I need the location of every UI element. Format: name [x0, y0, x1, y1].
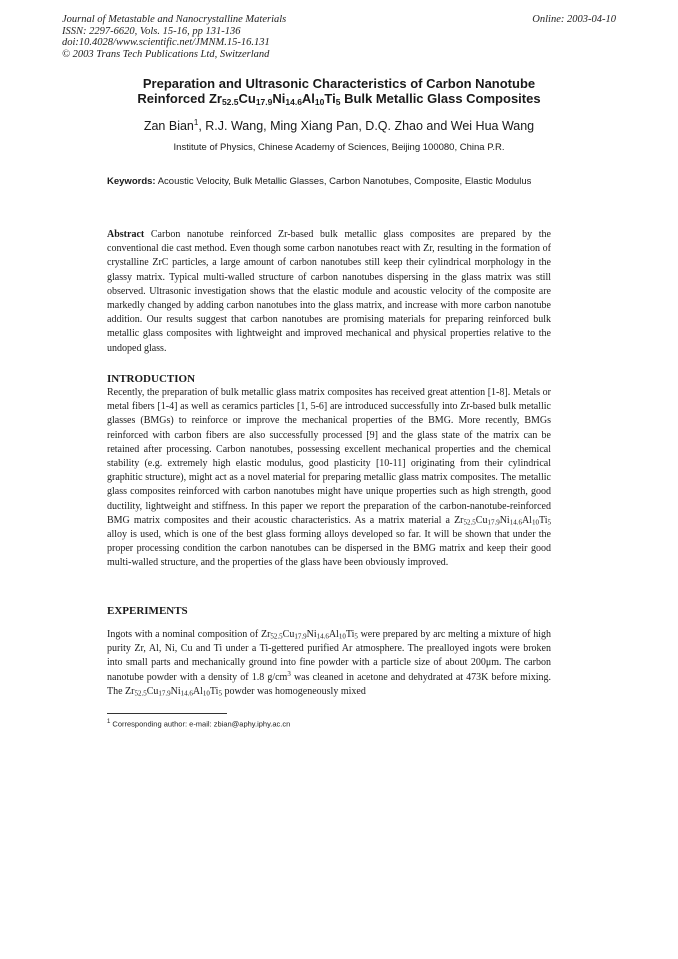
- exp-formula-2: [125, 686, 222, 697]
- formula-subscript: 5: [354, 632, 358, 641]
- journal-name: Journal of Metastable and Nanocrystalline Materials: [62, 14, 287, 25]
- formula-element: Zr: [208, 91, 222, 106]
- exp-formula-1: [261, 629, 358, 640]
- formula-subscript: 14.6: [316, 632, 329, 641]
- formula-subscript: 10: [531, 518, 539, 527]
- formula-element: Zr: [454, 514, 464, 526]
- formula-element: Ti: [209, 685, 219, 697]
- formula-element: Al: [328, 629, 339, 640]
- formula-subscript: 17.9: [158, 689, 171, 698]
- formula-subscript: 17.9: [255, 97, 273, 107]
- title-prefix: Reinforced: [137, 91, 209, 106]
- intro-text-1: Recently, the preparation of bulk metallic glass matrix composites has received great attention [1-8]. Metals or metal fibers [1-4] as well as ceramics particles [1, 5-6] are introduced successfully into Zr-based bulk metallic glasses (BMGs) to reinforce or improve the mechanical properties of the BMG. More recently, BMGs reinforced with carbon fibers are also successfully processed [9] and the glass state of the matrix can be retained after processing. Carbon nanotubes, possessing excellent mechanical properties and the chemical stability (e.g. extremely high elastic modulus, good plasticity [10-11] originating from their cylindrical graphitic structure), might act as a novel material for preparing metallic glass matrix composites. The metallic glass composites reinforced with carbon nanotubes might have unique properties such as high strength, good ductility, lightweight and stiffness. In this paper we report the preparation of the carbon-nanotube-reinforced BMG matrix composites and their acoustic characteristics. As a matrix material a: [107, 387, 551, 526]
- keywords-label: Keywords:: [107, 176, 156, 187]
- formula-element: Ni: [272, 91, 286, 106]
- title-suffix: Bulk Metallic Glass Composites: [340, 91, 541, 106]
- exp-text-3: was cleaned in acetone and dehydrated at 473K before mixing. The: [107, 671, 551, 697]
- formula-subscript: 17.9: [487, 518, 500, 527]
- title-formula: [209, 91, 341, 106]
- abstract-label: Abstract: [107, 229, 145, 240]
- formula-subscript: 5: [335, 97, 341, 107]
- formula-subscript: 17.9: [294, 632, 307, 641]
- experiments-body: [107, 628, 551, 699]
- intro-text-2: alloy is used, which is one of the best glass forming alloys developed so far. It will be shown that under the proper processing condition the carbon nanotubes can be dispersed in the BMG matrix and keep their good multi-walled structure, and the properties of the glass have been obviously improved.: [107, 529, 551, 569]
- formula-element: Zr: [260, 629, 271, 640]
- formula-subscript: 5: [218, 689, 222, 698]
- issn-line: ISSN: 2297-6620, Vols. 15-16, pp 131-136: [62, 25, 241, 37]
- formula-element: Cu: [146, 685, 159, 697]
- formula-element: Al: [521, 514, 532, 526]
- formula-element: Zr: [125, 685, 135, 697]
- journal-header: [62, 14, 286, 60]
- author-footnote-mark: 1: [193, 118, 199, 127]
- formula-subscript: 14.6: [509, 518, 522, 527]
- footnote-divider: [107, 713, 227, 714]
- author-list: [60, 118, 618, 133]
- formula-element: Ti: [324, 91, 336, 106]
- formula-element: Cu: [282, 629, 295, 640]
- keywords: [107, 176, 537, 188]
- formula-subscript: 5: [547, 518, 551, 527]
- footnote-text: Corresponding author: e-mail: zbian@aphy.iphy.ac.cn: [110, 719, 291, 729]
- formula-subscript: 14.6: [180, 689, 193, 698]
- formula-element: Ti: [538, 514, 548, 526]
- title-line-1: Preparation and Ultrasonic Characteristics of Carbon Nanotube: [142, 76, 536, 91]
- formula-element: Al: [301, 91, 315, 106]
- formula-subscript: 10: [202, 689, 210, 698]
- formula-subscript: 52.5: [270, 632, 283, 641]
- formula-subscript: 52.5: [134, 689, 147, 698]
- formula-subscript: 10: [338, 632, 346, 641]
- formula-element: Cu: [475, 514, 488, 526]
- affiliation: Institute of Physics, Chinese Academy of Sciences, Beijing 100080, China P.R.: [173, 142, 505, 153]
- exp-text-4: powder was homogeneously mixed: [221, 685, 366, 697]
- experiments-heading: EXPERIMENTS: [107, 605, 188, 617]
- formula-element: Ni: [306, 629, 317, 640]
- footnote: [107, 719, 290, 729]
- first-author: Zan Bian: [143, 119, 194, 134]
- exp-text-1: Ingots with a nominal composition of: [107, 629, 261, 640]
- title-line-2: [60, 91, 618, 106]
- formula-subscript: 52.5: [221, 97, 239, 107]
- formula-element: Ti: [345, 629, 355, 640]
- formula-element: Cu: [238, 91, 256, 106]
- formula-subscript: 52.5: [463, 518, 476, 527]
- exp-text-2: were prepared by arc melting a mixture of high purity Zr, Al, Ni, Cu and Ti under a Ti-gettered purified Ar atmosphere. The prealloyed ingots were broken into small parts and mechanically ground into fine powder with a particle size of about 200μm. The carbon nanotube powder with a density of 1.8 g/cm: [107, 629, 551, 683]
- formula-element: Ni: [170, 685, 181, 697]
- abstract: [107, 228, 551, 356]
- keywords-text: Acoustic Velocity, Bulk Metallic Glasses, Carbon Nanotubes, Composite, Elastic Modulus: [155, 176, 532, 187]
- intro-formula: [454, 515, 551, 526]
- abstract-text: Carbon nanotube reinforced Zr-based bulk metallic glass composites are prepared by the conventional die cast method. Even though some carbon nanotubes react with Zr, resulting in the formation of crystalline ZrC particles, a large amount of carbon nanotubes still keep their cylindrical morphology in the glassy matrix. Typical multi-walled structure of carbon nanotubes dispersing in the glass matrix was still observed. Ultrasonic investigation shows that the elastic module and acoustic velocity of the composite are markedly changed by adding carbon nanotubes into the glass matrix, and increase with more carbon nanotube addition. Our results suggest that carbon nanotubes are promising materials for preparing reinforced bulk metallic glass composites with lightweight and improved mechanical and physical properties relative to the undoped glass.: [107, 229, 551, 354]
- introduction-heading: INTRODUCTION: [107, 373, 196, 385]
- formula-element: Ni: [499, 514, 510, 526]
- online-date: Online: 2003-04-10: [532, 14, 616, 25]
- exp-superscript: 3: [287, 669, 291, 678]
- other-authors: , R.J. Wang, Ming Xiang Pan, D.Q. Zhao and Wei Hua Wang: [198, 119, 535, 134]
- doi-line: doi:10.4028/www.scientific.net/JMNM.15-16.131: [62, 37, 270, 48]
- formula-subscript: 10: [314, 97, 325, 107]
- formula-element: Al: [192, 685, 203, 697]
- introduction-body: [107, 386, 551, 571]
- paper-title: [60, 76, 618, 106]
- copyright-line: © 2003 Trans Tech Publications Ltd, Switzerland: [62, 48, 270, 60]
- formula-subscript: 14.6: [285, 97, 302, 107]
- footnote-mark: 1: [107, 719, 111, 725]
